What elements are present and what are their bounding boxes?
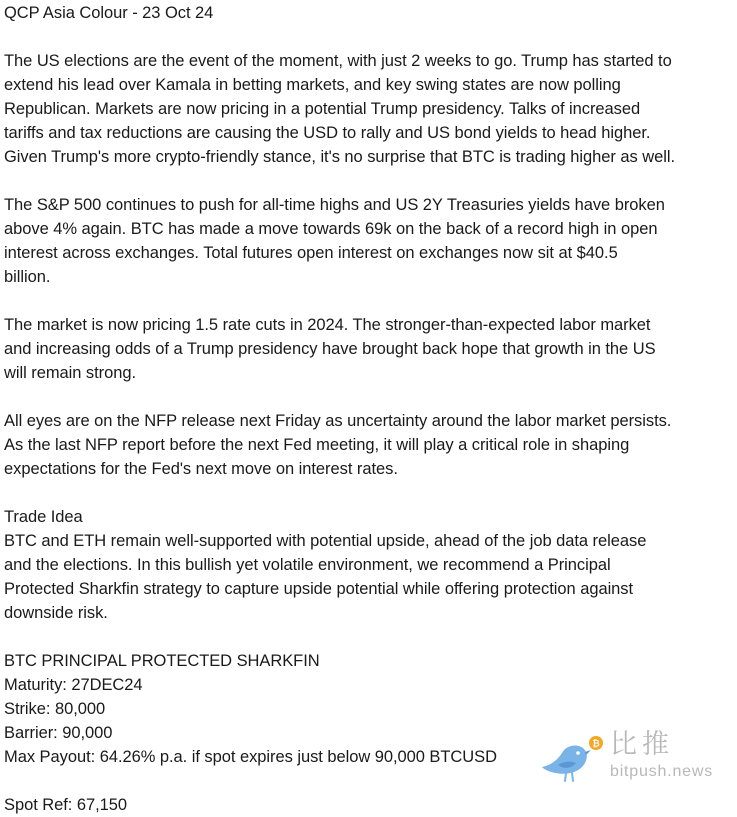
paragraph-markets [4, 193, 737, 289]
svg-text:₿: ₿ [592, 739, 600, 750]
trade-idea-heading: Trade Idea [4, 508, 83, 526]
text-line: will remain strong. [4, 364, 137, 382]
text-line: expectations for the Fed's next move on interest rates. [4, 460, 398, 478]
product-max-payout: Max Payout: 64.26% p.a. if spot expires just below 90,000 BTCUSD [4, 748, 497, 766]
product-strike: Strike: 80,000 [4, 700, 106, 718]
text-line: downside risk. [4, 604, 108, 622]
product-name: BTC PRINCIPAL PROTECTED SHARKFIN [4, 652, 320, 670]
text-line: Given Trump's more crypto-friendly stance, it's no surprise that BTC is trading higher as well. [4, 148, 675, 166]
text-line: The S&P 500 continues to push for all-time highs and US 2Y Treasuries yields have broken [4, 196, 665, 214]
spot-reference [4, 793, 737, 817]
bitpush-watermark [538, 729, 728, 785]
text-line: As the last NFP report before the next Fed meeting, it will play a critical role in shaping [4, 436, 630, 454]
text-line: Protected Sharkfin strategy to capture upside potential while offering protection against [4, 580, 634, 598]
text-line: BTC and ETH remain well-supported with potential upside, ahead of the job data release [4, 532, 647, 550]
document-title: QCP Asia Colour - 23 Oct 24 [4, 4, 214, 22]
text-line: extend his lead over Kamala in betting markets, and key swing states are now polling [4, 76, 621, 94]
text-line: and increasing odds of a Trump presidency have brought back hope that growth in the US [4, 340, 656, 358]
article [4, 0, 737, 817]
watermark-chinese-text: 比推 [610, 729, 674, 760]
text-line: tariffs and tax reductions are causing the USD to rally and US bond yields to head higher. [4, 124, 651, 142]
paragraph-nfp [4, 409, 737, 481]
bird-logo-icon [538, 735, 606, 783]
text-line: The US elections are the event of the moment, with just 2 weeks to go. Trump has started to [4, 52, 672, 70]
spacer [4, 289, 737, 313]
spacer [4, 169, 737, 193]
text-line: The market is now pricing 1.5 rate cuts in 2024. The stronger-than-expected labor market [4, 316, 651, 334]
trade-idea-section [4, 505, 737, 625]
spacer [4, 25, 737, 49]
watermark-domain-text: bitpush.news [610, 763, 713, 780]
text-line: and the elections. In this bullish yet volatile environment, we recommend a Principal [4, 556, 611, 574]
text-line: above 4% again. BTC has made a move towards 69k on the back of a record high in open [4, 220, 658, 238]
product-maturity: Maturity: 27DEC24 [4, 676, 143, 694]
product-spot-ref: Spot Ref: 67,150 [4, 796, 128, 814]
text-line: billion. [4, 268, 51, 286]
spacer [4, 625, 737, 649]
text-line: Republican. Markets are now pricing in a potential Trump presidency. Talks of increased [4, 100, 641, 118]
text-line: All eyes are on the NFP release next Friday as uncertainty around the labor market persists. [4, 412, 672, 430]
paragraph-rate-cuts [4, 313, 737, 385]
text-line: interest across exchanges. Total futures open interest on exchanges now sit at $40.5 [4, 244, 618, 262]
spacer [4, 481, 737, 505]
paragraph-elections [4, 49, 737, 169]
product-barrier: Barrier: 90,000 [4, 724, 113, 742]
spacer [4, 385, 737, 409]
